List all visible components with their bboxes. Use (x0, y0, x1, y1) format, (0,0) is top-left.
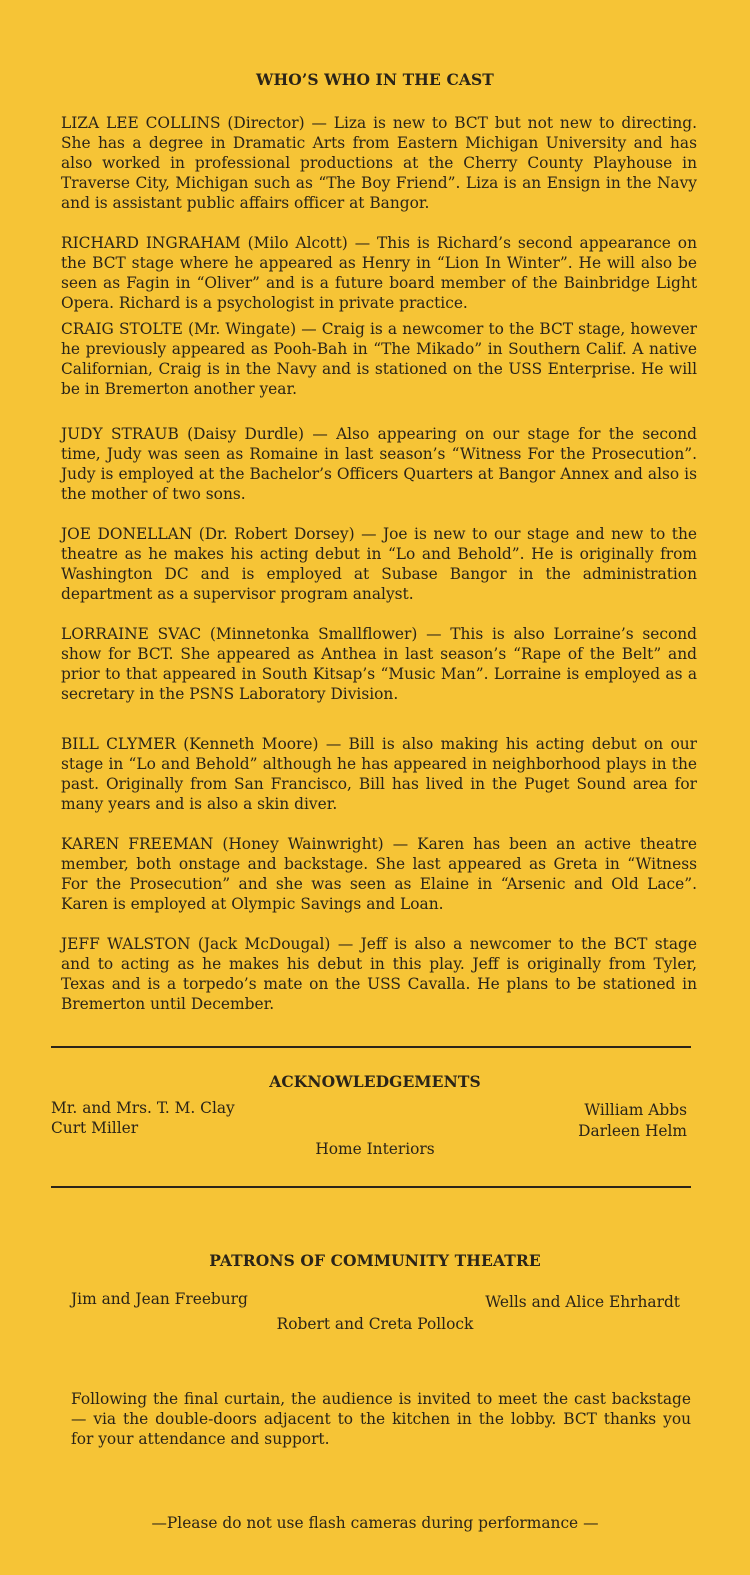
closing-note: Following the final curtain, the audience is invited to meet the cast backstage — via the double-doors adjacent to the kitchen in the lobby. BCT thanks you for your attendance and support. (71, 1390, 691, 1448)
patrons-heading: PATRONS OF COMMUNITY THEATRE (209, 1251, 541, 1270)
acknowledgement-name: Home Interiors (315, 1140, 435, 1158)
flash-notice: —Please do not use flash cameras during performance — (151, 1514, 599, 1532)
cast-entry-craig-stolte: CRAIG STOLTE (Mr. Wingate) — Craig is a newcomer to the BCT stage, however he previously appeared as Pooh-Bah in “The Mikado” in Southern Calif. A native Californian, Craig is in the Navy and is stationed on the USS Enterprise. He will be in Bremerton another year. (61, 320, 697, 398)
cast-entry-jeff-walston: JEFF WALSTON (Jack McDougal) — Jeff is also a newcomer to the BCT stage and to acting as he makes his debut in this play. Jeff is originally from Tyler, Texas and is a torpedo’s mate on the USS Cavalla. He plans to be stationed in Bremerton until December. (61, 935, 697, 1013)
section-divider (51, 1186, 691, 1188)
cast-entry-judy-straub: JUDY STRAUB (Daisy Durdle) — Also appearing on our stage for the second time, Judy was seen as Romaine in last season’s “Witness For the Prosecution”. Judy is employed at the Bachelor’s Officers Quarters at Bangor Annex and also is the mother of two sons. (61, 425, 697, 503)
cast-entry-richard-ingraham: RICHARD INGRAHAM (Milo Alcott) — This is Richard’s second appearance on the BCT stage where he appeared as Henry in “Lion In Winter”. He will also be seen as Fagin in “Oliver” and is a future board member of the Bainbridge Light Opera. Richard is a psychologist in private practice. (61, 234, 697, 312)
patron-name: Robert and Creta Pollock (276, 1315, 474, 1333)
acknowledgement-name: William Abbs (584, 1101, 687, 1119)
section-divider (51, 1046, 691, 1048)
cast-entry-joe-donellan: JOE DONELLAN (Dr. Robert Dorsey) — Joe is new to our stage and new to the theatre as he makes his acting debut in “Lo and Behold”. He is originally from Washington DC and is employed at Subase Bangor in the administration department as a supervisor program analyst. (61, 525, 697, 603)
program-page (51, 0, 697, 1575)
cast-heading: WHO’S WHO IN THE CAST (256, 70, 494, 89)
acknowledgement-name: Mr. and Mrs. T. M. Clay (51, 1099, 235, 1117)
acknowledgements-heading: ACKNOWLEDGEMENTS (269, 1072, 481, 1091)
cast-entry-karen-freeman: KAREN FREEMAN (Honey Wainwright) — Karen has been an active theatre member, both onstage and backstage. She last appeared as Greta in “Witness For the Prosecution” and she was seen as Elaine in “Arsenic and Old Lace”. Karen is employed at Olympic Savings and Loan. (61, 835, 697, 913)
cast-entry-lorraine-svac: LORRAINE SVAC (Minnetonka Smallflower) — This is also Lorraine’s second show for BCT. She appeared as Anthea in last season’s “Rape of the Belt” and prior to that appeared in South Kitsap’s “Music Man”. Lorraine is employed as a secretary in the PSNS Laboratory Division. (61, 625, 697, 703)
acknowledgement-name: Darleen Helm (578, 1122, 687, 1140)
acknowledgement-name: Curt Miller (51, 1119, 139, 1137)
patron-name: Wells and Alice Ehrhardt (485, 1293, 680, 1311)
patron-name: Jim and Jean Freeburg (71, 1290, 248, 1308)
cast-entry-liza-lee-collins: LIZA LEE COLLINS (Director) — Liza is new to BCT but not new to directing. She has a degree in Dramatic Arts from Eastern Michigan University and has also worked in professional productions at the Cherry County Playhouse in Traverse City, Michigan such as “The Boy Friend”. Liza is an Ensign in the Navy and is assistant public affairs officer at Bangor. (61, 114, 697, 212)
cast-entry-bill-clymer: BILL CLYMER (Kenneth Moore) — Bill is also making his acting debut on our stage in “Lo and Behold” although he has appeared in neighborhood plays in the past. Originally from San Francisco, Bill has lived in the Puget Sound area for many years and is also a skin diver. (61, 735, 697, 813)
